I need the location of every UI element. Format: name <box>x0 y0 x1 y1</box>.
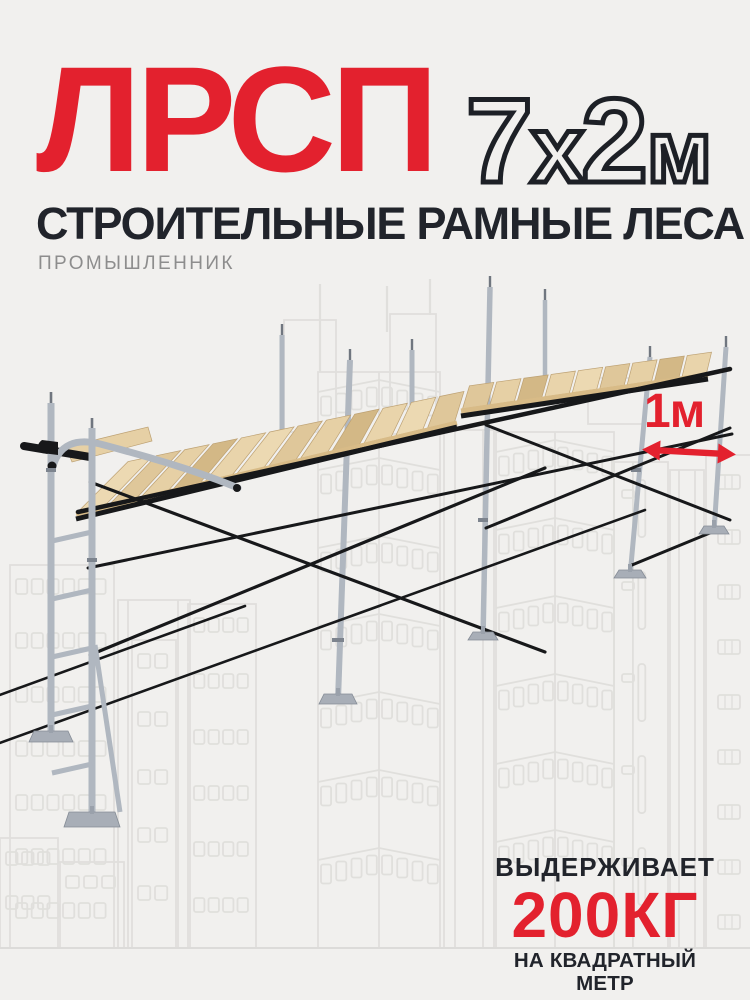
dimension-label: 1м <box>644 385 705 438</box>
product-size-text <box>466 74 712 192</box>
load-capacity-heading: ВЫДЕРЖИВАЕТ <box>495 852 715 882</box>
product-subtitle: СТРОИТЕЛЬНЫЕ РАМНЫЕ ЛЕСА <box>36 198 744 249</box>
double-arrow-icon <box>640 436 737 469</box>
size-digit-2: 2 <box>581 74 648 192</box>
load-capacity-callout <box>486 853 724 996</box>
size-unit: м <box>646 102 712 192</box>
brand-name: ПРОМЫШЛЕННИК <box>38 253 235 274</box>
load-capacity-unit: НА КВАДРАТНЫЙ МЕТР <box>513 948 697 996</box>
load-capacity-value: 200КГ <box>511 878 699 951</box>
product-size-outline <box>462 58 718 192</box>
size-times: х <box>530 96 585 192</box>
product-code: ЛРСП <box>36 35 434 203</box>
size-digit-1: 7 <box>466 74 533 192</box>
